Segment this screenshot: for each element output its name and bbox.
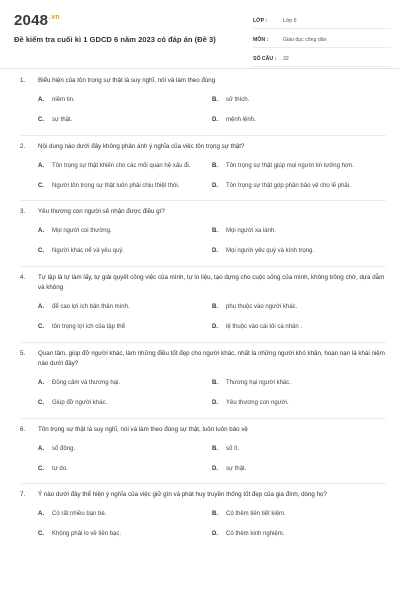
- option-text: Mọi người coi thường.: [52, 228, 112, 234]
- meta-row-class: [253, 14, 391, 29]
- option-text: sở thích.: [226, 97, 250, 103]
- option-text: Mọi người yêu quý và kính trọng.: [226, 248, 314, 254]
- divider: [20, 342, 386, 343]
- site-logo[interactable]: [14, 12, 60, 29]
- option-text: Có thêm kinh nghiệm.: [226, 531, 285, 537]
- meta-row-subject: [253, 33, 391, 48]
- page-title: Đề kiểm tra cuối kì 1 GDCD 6 năm 2023 có đáp án (Đề 3): [14, 35, 216, 44]
- option-d[interactable]: [212, 242, 386, 262]
- options: [38, 222, 386, 262]
- option-text: lệ thuộc vào cái tôi cá nhân .: [226, 324, 303, 330]
- divider: [20, 418, 386, 419]
- option-b[interactable]: [212, 91, 386, 111]
- option-letter: C.: [38, 182, 44, 189]
- meta-label: MÔN :: [253, 37, 269, 43]
- question-text: Biểu hiện của tôn trọng sự thật là suy nghĩ, nói và làm theo đúng: [38, 77, 216, 84]
- meta-value: 32: [283, 56, 289, 62]
- option-b[interactable]: [212, 505, 386, 525]
- question-7: [20, 490, 386, 545]
- option-text: Giúp đỡ người khác.: [52, 400, 108, 406]
- option-d[interactable]: [212, 394, 386, 414]
- divider: [20, 200, 386, 201]
- question-number: 7.: [20, 491, 26, 498]
- divider: [20, 266, 386, 267]
- meta-value: Lớp 6: [283, 18, 297, 24]
- question-5: [20, 349, 386, 414]
- option-text: để cao lợi ích bản thân mình.: [52, 304, 130, 310]
- option-c[interactable]: [38, 318, 212, 338]
- option-text: Mọi người xa lánh.: [226, 228, 276, 234]
- logo-suffix: .vn: [49, 14, 60, 21]
- question-6: [20, 425, 386, 480]
- question-list: [0, 76, 400, 545]
- option-letter: B.: [212, 380, 218, 386]
- option-a[interactable]: [38, 156, 212, 176]
- option-letter: A.: [38, 511, 44, 517]
- option-letter: C.: [38, 324, 44, 330]
- meta-label: LỚP :: [253, 18, 268, 24]
- option-text: tự do.: [52, 465, 68, 472]
- option-text: tôn trọng lợi ích của tập thể: [52, 324, 125, 330]
- option-letter: A.: [38, 380, 44, 386]
- option-letter: B.: [212, 228, 218, 234]
- divider: [20, 483, 386, 484]
- option-a[interactable]: [38, 298, 212, 318]
- option-d[interactable]: [212, 111, 386, 131]
- option-d[interactable]: [212, 318, 386, 338]
- option-a[interactable]: [38, 222, 212, 242]
- question-text: Tự lập là tự làm lấy, tự giải quyết công việc của mình, tự lo liệu, tạo dựng cho cuộc sống của mình, không trông chờ, dựa dẫm và không: [38, 273, 385, 291]
- meta-row-count: [253, 52, 391, 67]
- option-letter: A.: [38, 228, 44, 234]
- option-letter: D.: [212, 182, 218, 189]
- meta-info: [253, 14, 391, 71]
- question-4: [20, 273, 386, 338]
- option-c[interactable]: [38, 459, 212, 479]
- question-text: Quan tâm, giúp đỡ người khác, làm những điều tốt đẹp cho người khác, nhất là những người khó khăn, hoạn nạn là khái niệm nào dưới đây?: [38, 349, 385, 367]
- option-a[interactable]: [38, 505, 212, 525]
- option-text: Tôn trọng sự thật góp phần bảo vệ cho lẽ phải.: [226, 182, 351, 189]
- option-letter: A.: [38, 162, 44, 169]
- option-letter: C.: [38, 248, 44, 254]
- options: [38, 505, 386, 545]
- option-text: Yêu thương con người.: [226, 400, 289, 406]
- option-text: Người khác nể và yêu quý.: [52, 248, 124, 254]
- options: [38, 374, 386, 414]
- option-letter: D.: [212, 117, 218, 123]
- option-c[interactable]: [38, 111, 212, 131]
- option-text: Không phải lo về tiền bạc.: [52, 531, 122, 537]
- option-letter: D.: [212, 400, 218, 406]
- option-letter: B.: [212, 162, 218, 169]
- option-letter: A.: [38, 445, 44, 452]
- option-text: Người tôn trọng sự thật luôn phải chịu thiệt thòi.: [52, 182, 180, 189]
- option-letter: D.: [212, 248, 218, 254]
- option-letter: C.: [38, 400, 44, 406]
- option-b[interactable]: [212, 298, 386, 318]
- option-d[interactable]: [212, 525, 386, 545]
- option-letter: C.: [38, 531, 44, 537]
- option-b[interactable]: [212, 374, 386, 394]
- option-letter: A.: [38, 97, 44, 103]
- option-text: sự thật.: [52, 117, 73, 123]
- option-text: số ít.: [226, 445, 240, 452]
- option-text: số đông.: [52, 445, 76, 452]
- option-letter: B.: [212, 445, 218, 452]
- meta-label: SỐ CÂU :: [253, 56, 277, 62]
- option-text: phụ thuộc vào người khác.: [226, 304, 298, 310]
- option-letter: D.: [212, 324, 218, 330]
- question-text: Tôn trọng sự thật là suy nghĩ, nói và làm theo đúng sự thật, luôn luôn bảo vệ: [38, 425, 248, 433]
- question-2: [20, 142, 386, 197]
- option-c[interactable]: [38, 525, 212, 545]
- option-text: niềm tin.: [52, 97, 75, 103]
- logo-text: 2048: [14, 12, 49, 29]
- question-text: Nội dung nào dưới đây không phản ánh ý nghĩa của việc tôn trọng sự thật?: [38, 142, 245, 150]
- option-text: mệnh lệnh.: [226, 117, 256, 123]
- question-number: 3.: [20, 208, 26, 215]
- option-d[interactable]: [212, 459, 386, 479]
- option-text: Thương hại người khác.: [226, 380, 291, 386]
- option-text: Tôn trọng sự thật giúp mọi người tin tưởng hơn.: [226, 162, 354, 169]
- options: [38, 156, 386, 196]
- option-text: sự thật.: [226, 465, 247, 472]
- option-letter: B.: [212, 304, 218, 310]
- options: [38, 298, 386, 338]
- option-c[interactable]: [38, 176, 212, 196]
- option-a[interactable]: [38, 439, 212, 459]
- option-text: Có rất nhiều bạn bè.: [52, 511, 107, 517]
- question-3: [20, 207, 386, 262]
- option-a[interactable]: [38, 91, 212, 111]
- option-text: Tôn trọng sự thật khiến cho các mối quan hệ xấu đi.: [52, 162, 191, 169]
- option-letter: B.: [212, 511, 218, 517]
- option-letter: D.: [212, 531, 218, 537]
- option-text: Đồng cảm và thương hại.: [52, 380, 120, 386]
- option-d[interactable]: [212, 176, 386, 196]
- question-text: Ý nào dưới đây thể hiện ý nghĩa của việc giữ gìn và phát huy truyền thống tốt đẹp của gia đình, dòng họ?: [38, 491, 327, 498]
- option-a[interactable]: [38, 374, 212, 394]
- option-b[interactable]: [212, 439, 386, 459]
- option-letter: C.: [38, 465, 44, 472]
- option-letter: C.: [38, 117, 44, 123]
- question-number: 6.: [20, 425, 26, 433]
- option-c[interactable]: [38, 242, 212, 262]
- option-letter: D.: [212, 465, 218, 472]
- meta-value: Giáo dục công dân: [283, 37, 327, 43]
- option-letter: A.: [38, 304, 44, 310]
- question-number: 2.: [20, 142, 26, 150]
- question-1: [20, 76, 386, 131]
- document-header: [0, 0, 400, 69]
- option-b[interactable]: [212, 222, 386, 242]
- option-letter: B.: [212, 97, 218, 103]
- question-number: 5.: [20, 349, 26, 357]
- option-c[interactable]: [38, 394, 212, 414]
- options: [38, 91, 386, 131]
- question-number: 4.: [20, 273, 26, 281]
- question-text: Yêu thương con người sẽ nhận được điều gì?: [38, 208, 165, 215]
- option-text: Có thêm tiền tiết kiệm.: [226, 511, 286, 517]
- options: [38, 439, 386, 479]
- option-b[interactable]: [212, 156, 386, 176]
- divider: [20, 135, 386, 136]
- question-number: 1.: [20, 77, 26, 84]
